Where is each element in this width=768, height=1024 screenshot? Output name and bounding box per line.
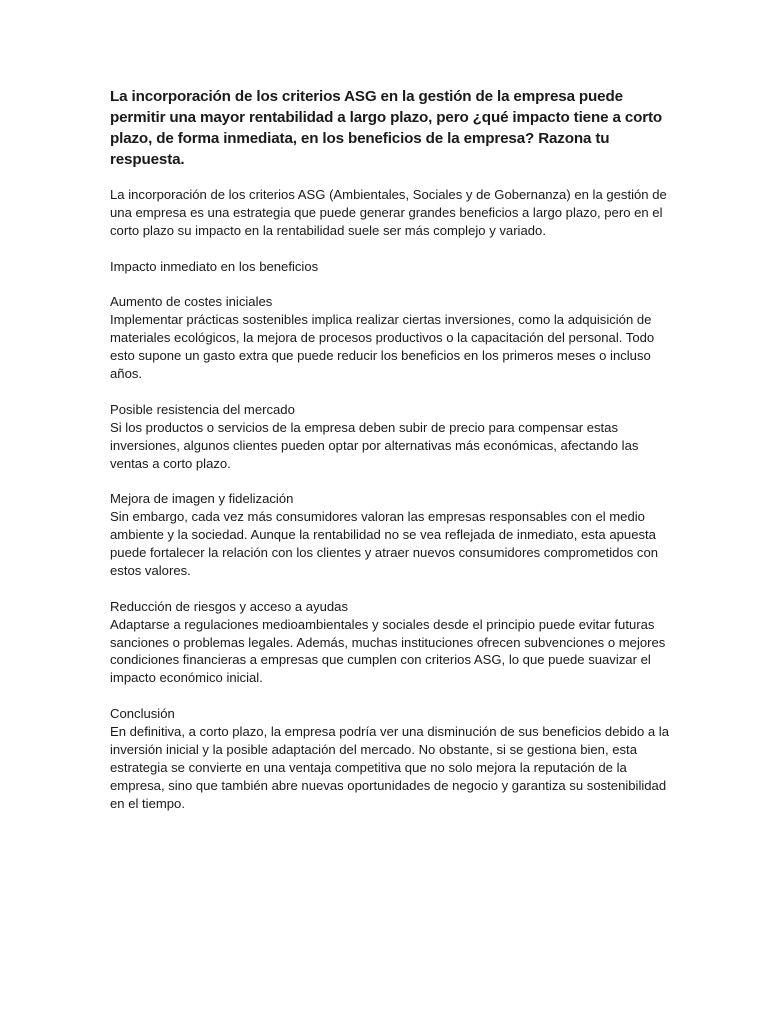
section-body: Adaptarse a regulaciones medioambientales y sociales desde el principio puede evitar futuras sanciones o problemas legales. Además, muchas instituciones ofrecen subvenciones o mejores condiciones financieras a empresas que cumplen con criterios ASG, lo que puede suavizar el impacto económico inicial. bbox=[110, 616, 666, 686]
section-body: En definitiva, a corto plazo, la empresa podría ver una disminución de sus beneficios debido a la inversión inicial y la posible adaptación del mercado. No obstante, si se gestiona bien, esta estrategia se convierte en una ventaja competitiva que no solo mejora la reputación de la empresa, sino que también abre nuevas oportunidades de negocio y garantiza su sostenibilidad en el tiempo. bbox=[110, 724, 669, 811]
intro-paragraph: La incorporación de los criterios ASG (Ambientales, Sociales y de Gobernanza) en la gestión de una empresa es una estrategia que puede generar grandes beneficios a largo plazo, pero en el corto plazo su impacto en la rentabilidad suele ser más complejo y variado. bbox=[110, 187, 667, 238]
section-riesgos bbox=[110, 598, 670, 688]
section-heading: Reducción de riesgos y acceso a ayudas bbox=[110, 598, 349, 614]
document-page bbox=[110, 86, 670, 831]
section-body: Implementar prácticas sostenibles implica realizar ciertas inversiones, como la adquisición de materiales ecológicos, la mejora de procesos productivos o la capacitación del personal. Todo esto supone un gasto extra que puede reducir los beneficios en los primeros meses o incluso años. bbox=[110, 312, 655, 382]
section-body: Si los productos o servicios de la empresa deben subir de precio para compensar estas inversiones, algunos clientes pueden optar por alternativas más económicas, afectando las ventas a corto plazo. bbox=[110, 419, 639, 471]
section-resistencia bbox=[110, 401, 670, 473]
section-heading: Posible resistencia del mercado bbox=[110, 401, 295, 417]
section-heading: Mejora de imagen y fidelización bbox=[110, 491, 294, 507]
section-body: Sin embargo, cada vez más consumidores valoran las empresas responsables con el medio ambiente y la sociedad. Aunque la rentabilidad no se vea reflejada de inmediato, esta apuesta puede fortalecer la relación con los clientes y atraer nuevos consumidores comprometidos con estos valores. bbox=[110, 509, 659, 578]
section-costes bbox=[110, 293, 670, 383]
section-conclusion bbox=[110, 705, 670, 812]
section-heading: Aumento de costes iniciales bbox=[110, 294, 273, 310]
section-imagen bbox=[110, 490, 670, 580]
section-heading: Conclusión bbox=[110, 706, 175, 722]
question-heading: La incorporación de los criterios ASG en la gestión de la empresa puede permitir una mayor rentabilidad a largo plazo, pero ¿qué impacto tiene a corto plazo, de forma inmediata, en los beneficios de la empresa? Razona tu respuesta. bbox=[110, 88, 663, 168]
impact-heading: Impacto inmediato en los beneficios bbox=[110, 258, 319, 274]
